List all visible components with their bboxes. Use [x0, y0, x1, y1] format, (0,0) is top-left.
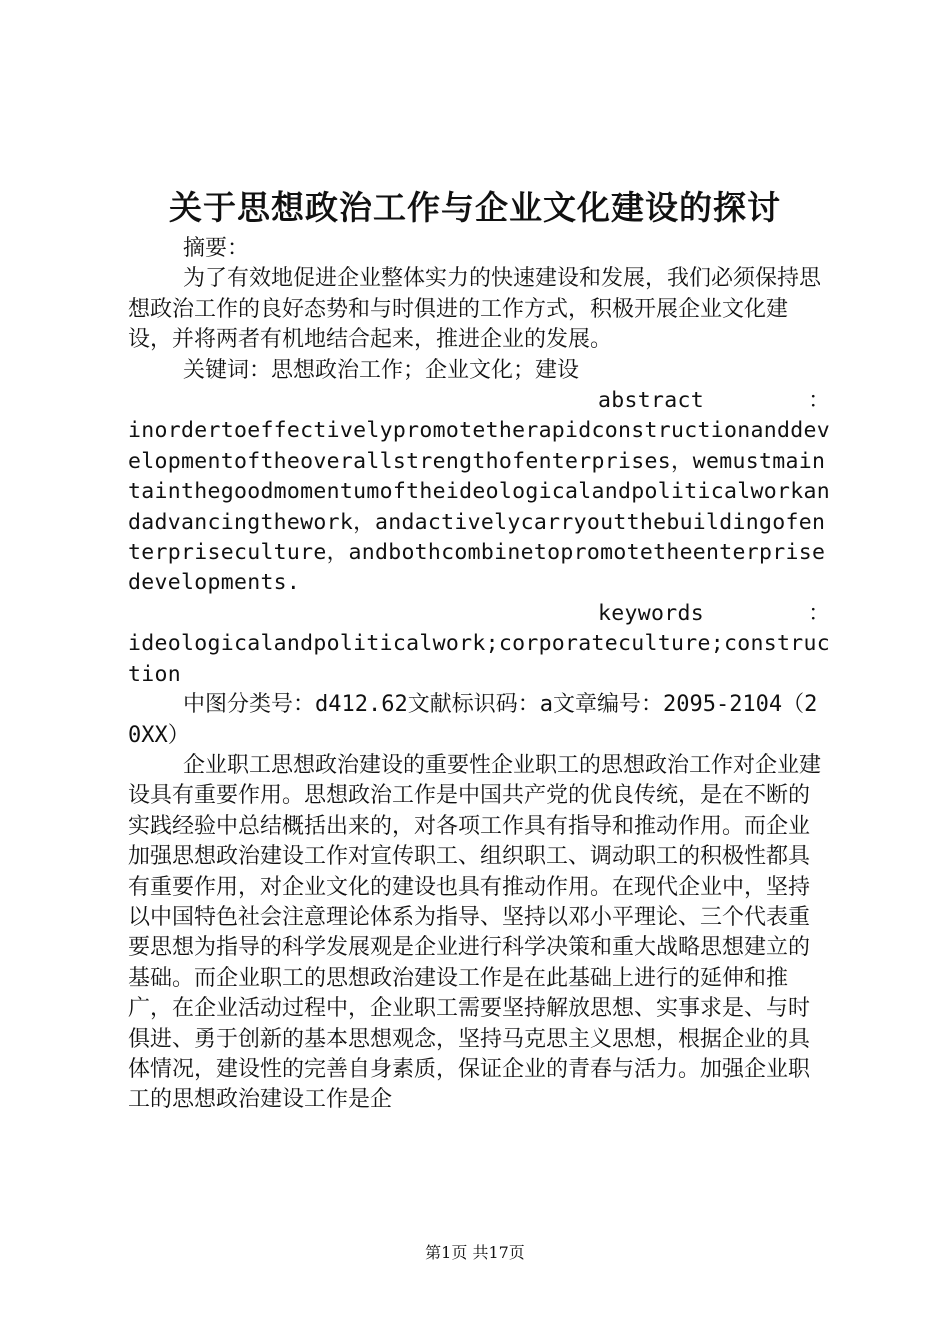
keywords-en-colon: ： [808, 600, 830, 626]
document-body [128, 234, 830, 1116]
abstract-en-label-row [128, 386, 830, 416]
classification-line: 中图分类号：d412.62文献标识码：a文章编号：2095-2104（20XX） [128, 692, 818, 748]
page-footer: 第1页 共17页 [425, 1243, 525, 1262]
abstract-en-colon: ： [808, 388, 830, 414]
abstract-en-text: inordertoeffectivelypromotetherapidconstructionanddevelopmentoftheoverallstrengthofenterprises，wemustmaintainthegoodmomentumoftheideologicalandpoliticalworkandadvancingthework，andactivelycarryoutthebuildingofenterpriseculture，andbothcombinetopromotetheenterprisedevelopments. [128, 418, 830, 596]
keywords-en-label-row [128, 599, 830, 629]
abstract-heading: 摘要： [183, 236, 250, 261]
abstract-text: 为了有效地促进企业整体实力的快速建设和发展，我们必须保持思想政治工作的良好态势和与时俱进的工作方式，积极开展企业文化建设，并将两者有机地结合起来，推进企业的发展。 [128, 266, 822, 353]
abstract-en-label: abstract [598, 388, 704, 414]
keywords-cn: 关键词：思想政治工作；企业文化；建设 [183, 357, 580, 383]
keywords-en-text: ideologicalandpoliticalwork;corporateculture;construction [128, 631, 830, 687]
document-title: 关于思想政治工作与企业文化建设的探讨 [169, 188, 781, 227]
body-paragraph: 企业职工思想政治建设的重要性企业职工的思想政治工作对企业建设具有重要作用。思想政治工作是中国共产党的优良传统，是在不断的实践经验中总结概括出来的，对各项工作具有指导和推动作用。而企业加强思想政治建设工作对宣传职工、组织职工、调动职工的积极性都具有重要作用，对企业文化的建设也具有推动作用。在现代企业中，坚持以中国特色社会注意理论体系为指导、坚持以邓小平理论、三个代表重要思想为指导的科学发展观是企业进行科学决策和重大战略思想建立的基础。而企业职工的思想政治建设工作是在此基础上进行的延伸和推广，在企业活动过程中，企业职工需要坚持解放思想、实事求是、与时俱进、勇于创新的基本思想观念，坚持马克思主义思想，根据企业的具体情况，建设性的完善自身素质，保证企业的青春与活力。加强企业职工的思想政治建设工作是企 [128, 752, 822, 1113]
keywords-en-label: keywords [598, 600, 704, 626]
